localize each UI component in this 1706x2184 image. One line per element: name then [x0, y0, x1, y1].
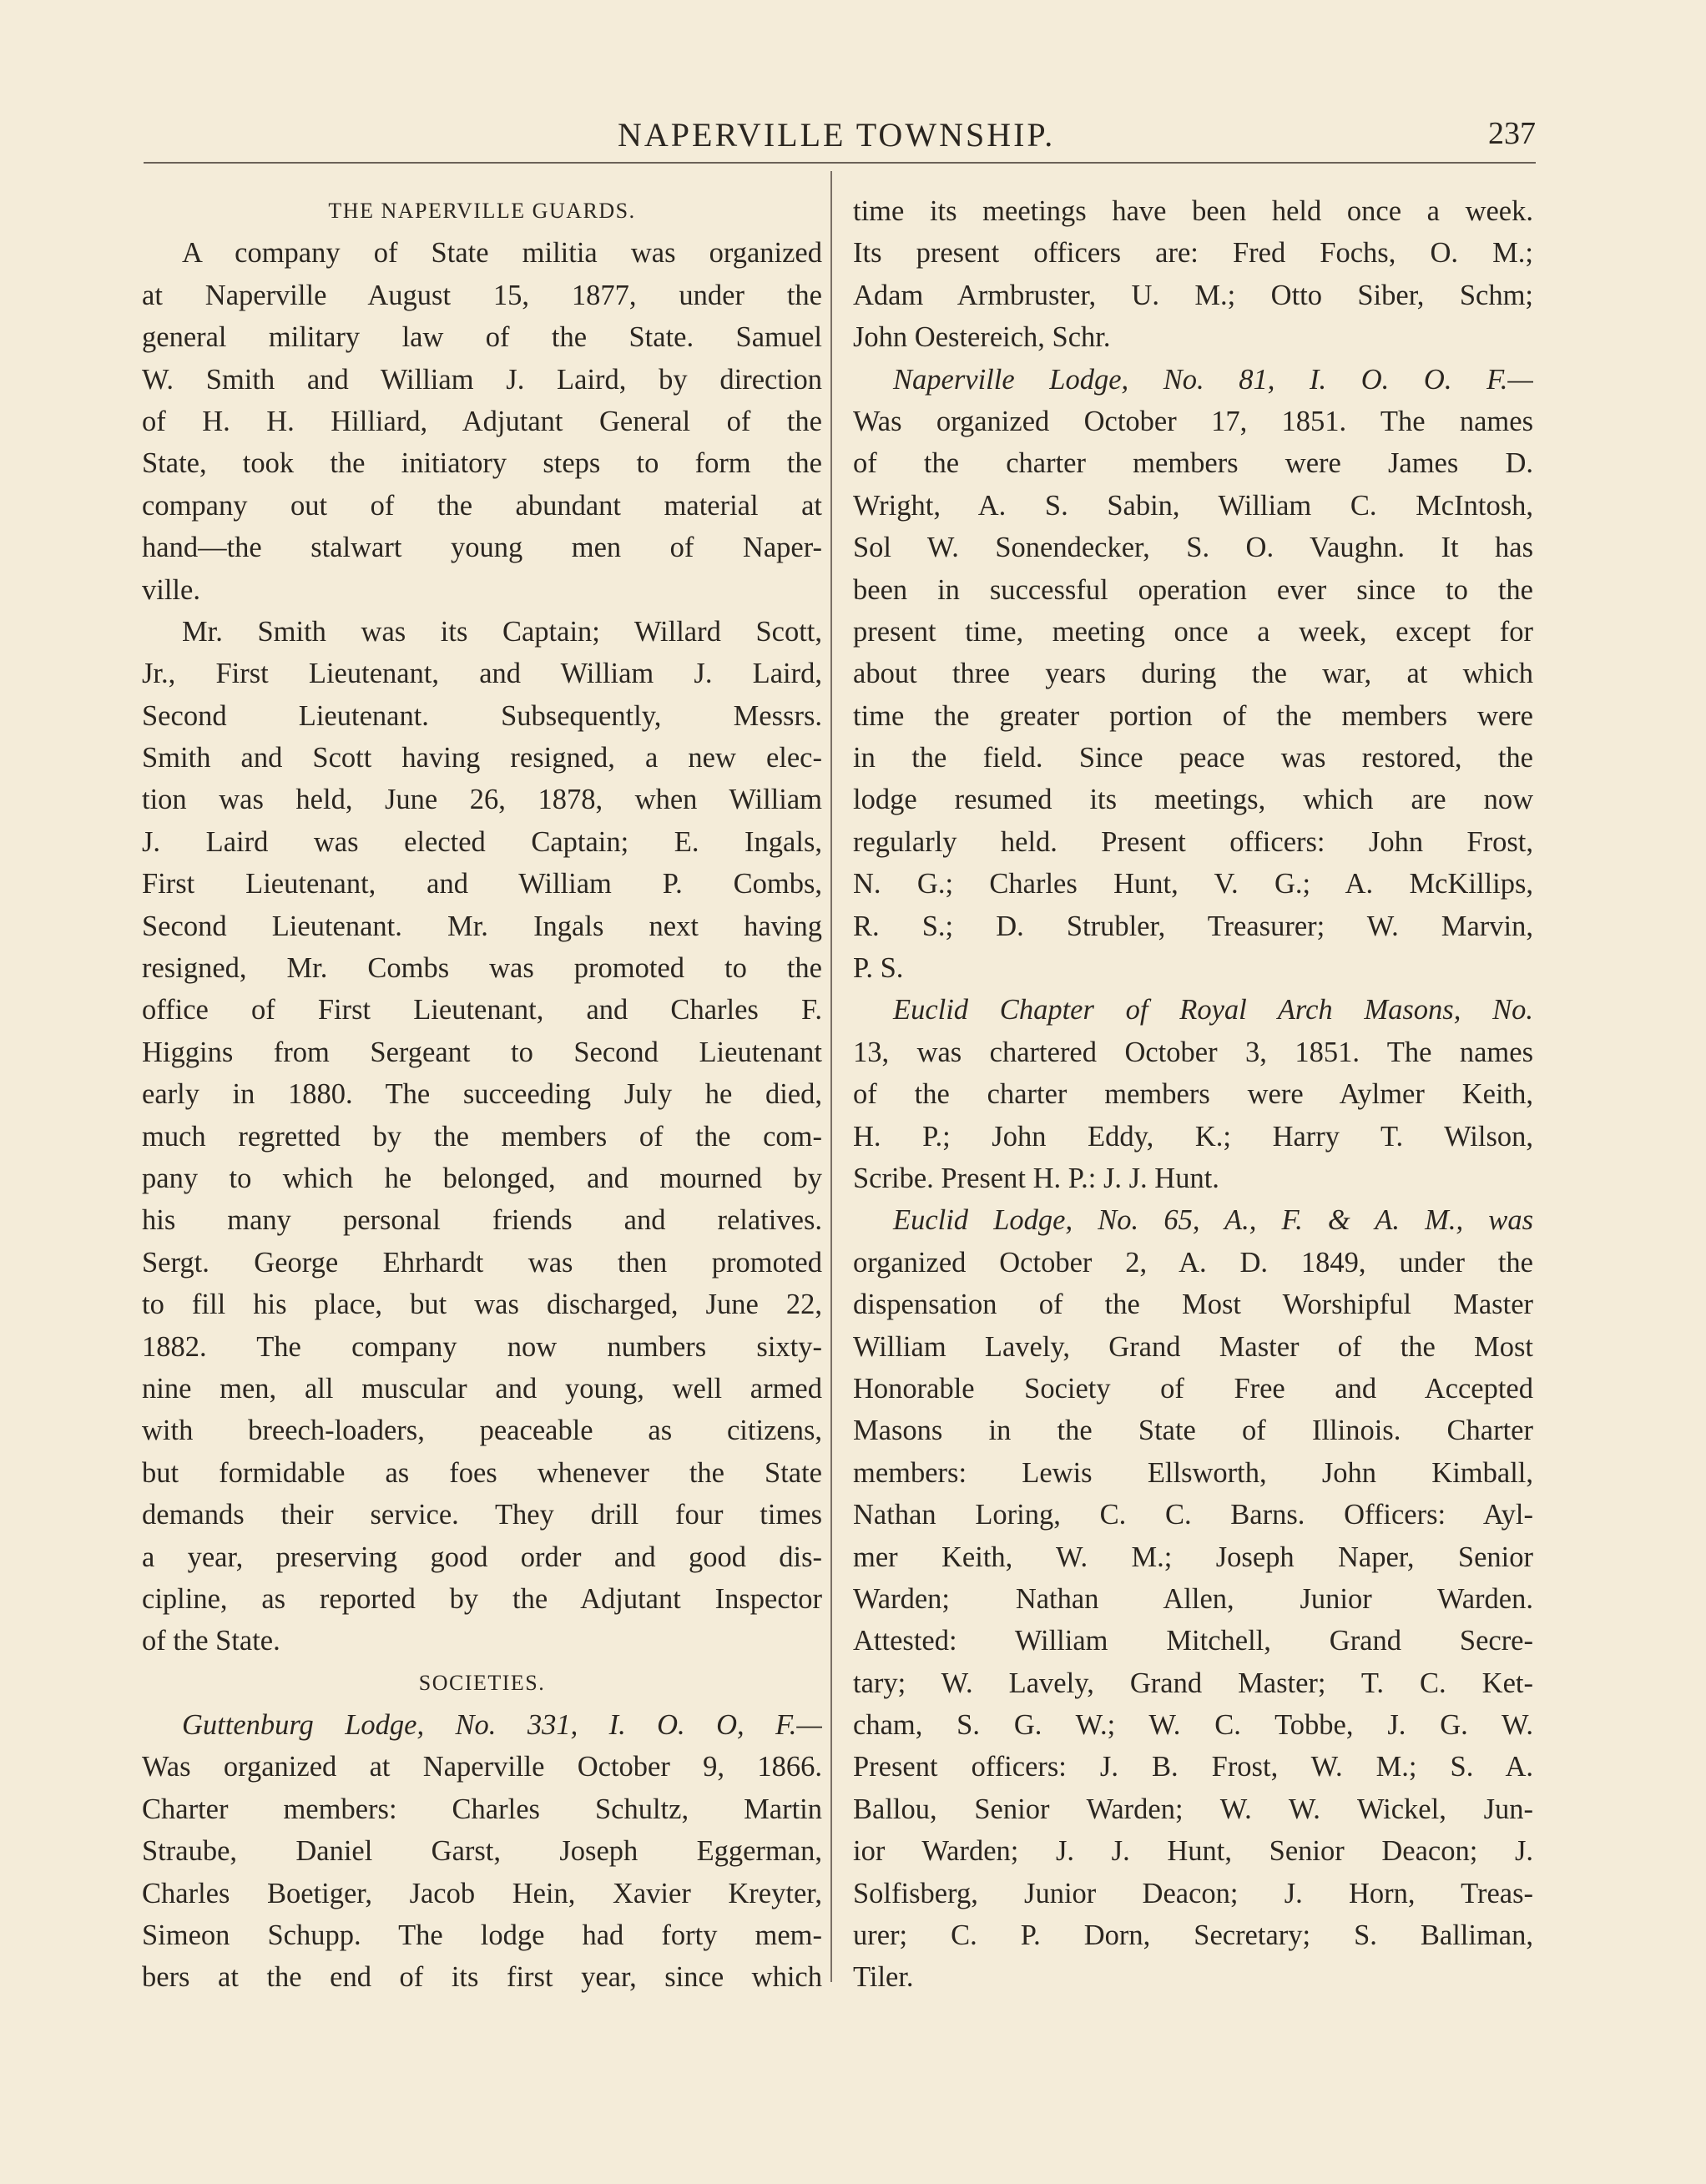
text-line: cham, S. G. W.; W. C. Tobbe, J. G. W.	[853, 1709, 1533, 1742]
text-line: a year, preserving good order and good dis-	[142, 1541, 822, 1573]
text-line: Present officers: J. B. Frost, W. M.; S. A.	[853, 1751, 1533, 1783]
text-line: ior Warden; J. J. Hunt, Senior Deacon; J.	[853, 1835, 1533, 1868]
text-line: Simeon Schupp. The lodge had forty mem-	[142, 1919, 822, 1952]
lodge-name: Naperville Lodge, No. 81, I. O. O. F.—	[893, 363, 1533, 396]
text-line: at Naperville August 15, 1877, under the	[142, 279, 822, 311]
text-line: members: Lewis Ellsworth, John Kimball,	[853, 1456, 1533, 1489]
chapter-name: Euclid Chapter of Royal Arch Masons, No.	[893, 994, 1533, 1026]
running-title: NAPERVILLE TOWNSHIP.	[618, 116, 1056, 154]
text-line: bers at the end of its first year, since which	[142, 1961, 822, 1994]
header-rule	[144, 162, 1536, 164]
text-line: Honorable Society of Free and Accepted	[853, 1372, 1533, 1405]
text-line: Straube, Daniel Garst, Joseph Eggerman,	[142, 1835, 822, 1868]
text-line: Was organized October 17, 1851. The names	[853, 405, 1533, 437]
text-line	[853, 989, 1533, 1031]
text-line: present time, meeting once a week, except for	[853, 615, 1533, 648]
text-line: Mr. Smith was its Captain; Willard Scott,	[182, 615, 822, 648]
text-line: of the charter members were James D.	[853, 447, 1533, 480]
text-line: Charter members: Charles Schultz, Martin	[142, 1793, 822, 1825]
text-line: cipline, as reported by the Adjutant Inspector	[142, 1582, 822, 1615]
text-line: Its present officers are: Fred Fochs, O. M.;	[853, 237, 1533, 270]
text-line: First Lieutenant, and William P. Combs,	[142, 868, 822, 900]
text-line: resigned, Mr. Combs was promoted to the	[142, 952, 822, 985]
text-line: hand—the stalwart young men of Naper-	[142, 532, 822, 564]
page-number: 237	[1488, 116, 1536, 151]
text-line: John Oestereich, Schr.	[853, 321, 1111, 354]
text-line: regularly held. Present officers: John Frost,	[853, 825, 1533, 858]
text-line: Smith and Scott having resigned, a new elec-	[142, 742, 822, 774]
column-divider	[830, 171, 832, 1982]
text-line: of H. H. Hilliard, Adjutant General of the	[142, 405, 822, 437]
text-line	[853, 359, 1533, 401]
text-line: general military law of the State. Samuel	[142, 321, 822, 354]
text-line: Wright, A. S. Sabin, William C. McIntosh,	[853, 489, 1533, 522]
text-line: about three years during the war, at which	[853, 658, 1533, 690]
text-line: Jr., First Lieutenant, and William J. Laird,	[142, 658, 822, 690]
text-line: Second Lieutenant. Mr. Ingals next having	[142, 910, 822, 942]
text-line: tion was held, June 26, 1878, when William	[142, 784, 822, 816]
section-heading-societies: SOCIETIES.	[418, 1670, 546, 1695]
text-line: urer; C. P. Dorn, Secretary; S. Balliman,	[853, 1919, 1533, 1952]
text-line: but formidable as foes whenever the State	[142, 1456, 822, 1489]
text-line: tary; W. Lavely, Grand Master; T. C. Ket-	[853, 1667, 1533, 1699]
text-line: early in 1880. The succeeding July he died,	[142, 1078, 822, 1111]
text-line: of the State.	[142, 1625, 280, 1657]
text-line: A company of State militia was organized	[182, 237, 822, 270]
text-line: William Lavely, Grand Master of the Most	[853, 1330, 1533, 1363]
text-line: Solfisberg, Junior Deacon; J. Horn, Treas-	[853, 1877, 1533, 1909]
text-line: Warden; Nathan Allen, Junior Warden.	[853, 1582, 1533, 1615]
text-line: with breech-loaders, peaceable as citizens,	[142, 1415, 822, 1447]
text-line	[853, 1199, 1533, 1241]
lodge-name: Euclid Lodge, No. 65, A., F. & A. M., was	[893, 1204, 1533, 1237]
text-line: lodge resumed its meetings, which are now	[853, 784, 1533, 816]
text-line: Higgins from Sergeant to Second Lieutenant	[142, 1036, 822, 1068]
text-line: Charles Boetiger, Jacob Hein, Xavier Kreyter,	[142, 1877, 822, 1909]
lodge-name: Guttenburg Lodge, No. 331, I. O. O, F.—	[182, 1709, 822, 1742]
text-line: Sergt. George Ehrhardt was then promoted	[142, 1246, 822, 1279]
text-line	[142, 1704, 822, 1746]
text-line: 1882. The company now numbers sixty-	[142, 1330, 822, 1363]
text-line: pany to which he belonged, and mourned by	[142, 1162, 822, 1194]
text-line: Ballou, Senior Warden; W. W. Wickel, Jun-	[853, 1793, 1533, 1825]
text-line: organized October 2, A. D. 1849, under the	[853, 1246, 1533, 1279]
text-line: 13, was chartered October 3, 1851. The names	[853, 1036, 1533, 1068]
text-line: of the charter members were Aylmer Keith,	[853, 1078, 1533, 1111]
text-line: Nathan Loring, C. C. Barns. Officers: Ayl-	[853, 1499, 1533, 1531]
text-line: his many personal friends and relatives.	[142, 1204, 822, 1237]
text-line: Sol W. Sonendecker, S. O. Vaughn. It has	[853, 532, 1533, 564]
text-line: Adam Armbruster, U. M.; Otto Siber, Schm;	[853, 279, 1533, 311]
text-line: to fill his place, but was discharged, June 22,	[142, 1289, 822, 1321]
text-line: R. S.; D. Strubler, Treasurer; W. Marvin,	[853, 910, 1533, 942]
text-line: ville.	[142, 573, 200, 606]
text-line: Second Lieutenant. Subsequently, Messrs.	[142, 699, 822, 732]
text-line: dispensation of the Most Worshipful Master	[853, 1289, 1533, 1321]
text-line: Attested: William Mitchell, Grand Secre-	[853, 1625, 1533, 1657]
text-line: been in successful operation ever since to the	[853, 573, 1533, 606]
right-column	[853, 190, 1533, 1999]
text-line: Masons in the State of Illinois. Charter	[853, 1415, 1533, 1447]
text-line: Was organized at Naperville October 9, 1866.	[142, 1751, 822, 1783]
text-line: much regretted by the members of the com-	[142, 1120, 822, 1153]
text-line: P. S.	[853, 952, 904, 985]
running-head	[142, 115, 1536, 157]
text-line: time its meetings have been held once a week.	[853, 195, 1533, 227]
text-line: J. Laird was elected Captain; E. Ingals,	[142, 825, 822, 858]
text-line: State, took the initiatory steps to form the	[142, 447, 822, 480]
section-heading-guards: THE NAPERVILLE GUARDS.	[328, 199, 636, 223]
text-line: time the greater portion of the members were	[853, 699, 1533, 732]
text-line: N. G.; Charles Hunt, V. G.; A. McKillips,	[853, 868, 1533, 900]
text-line: mer Keith, W. M.; Joseph Naper, Senior	[853, 1541, 1533, 1573]
text-line: Tiler.	[853, 1961, 914, 1994]
text-line: H. P.; John Eddy, K.; Harry T. Wilson,	[853, 1120, 1533, 1153]
text-line: office of First Lieutenant, and Charles F.	[142, 994, 822, 1026]
text-line: in the field. Since peace was restored, the	[853, 742, 1533, 774]
left-column	[142, 190, 822, 1999]
text-line: company out of the abundant material at	[142, 489, 822, 522]
text-line: W. Smith and William J. Laird, by direction	[142, 363, 822, 396]
text-line: demands their service. They drill four times	[142, 1499, 822, 1531]
text-line: Scribe. Present H. P.: J. J. Hunt.	[853, 1162, 1219, 1194]
text-line: nine men, all muscular and young, well armed	[142, 1372, 822, 1405]
